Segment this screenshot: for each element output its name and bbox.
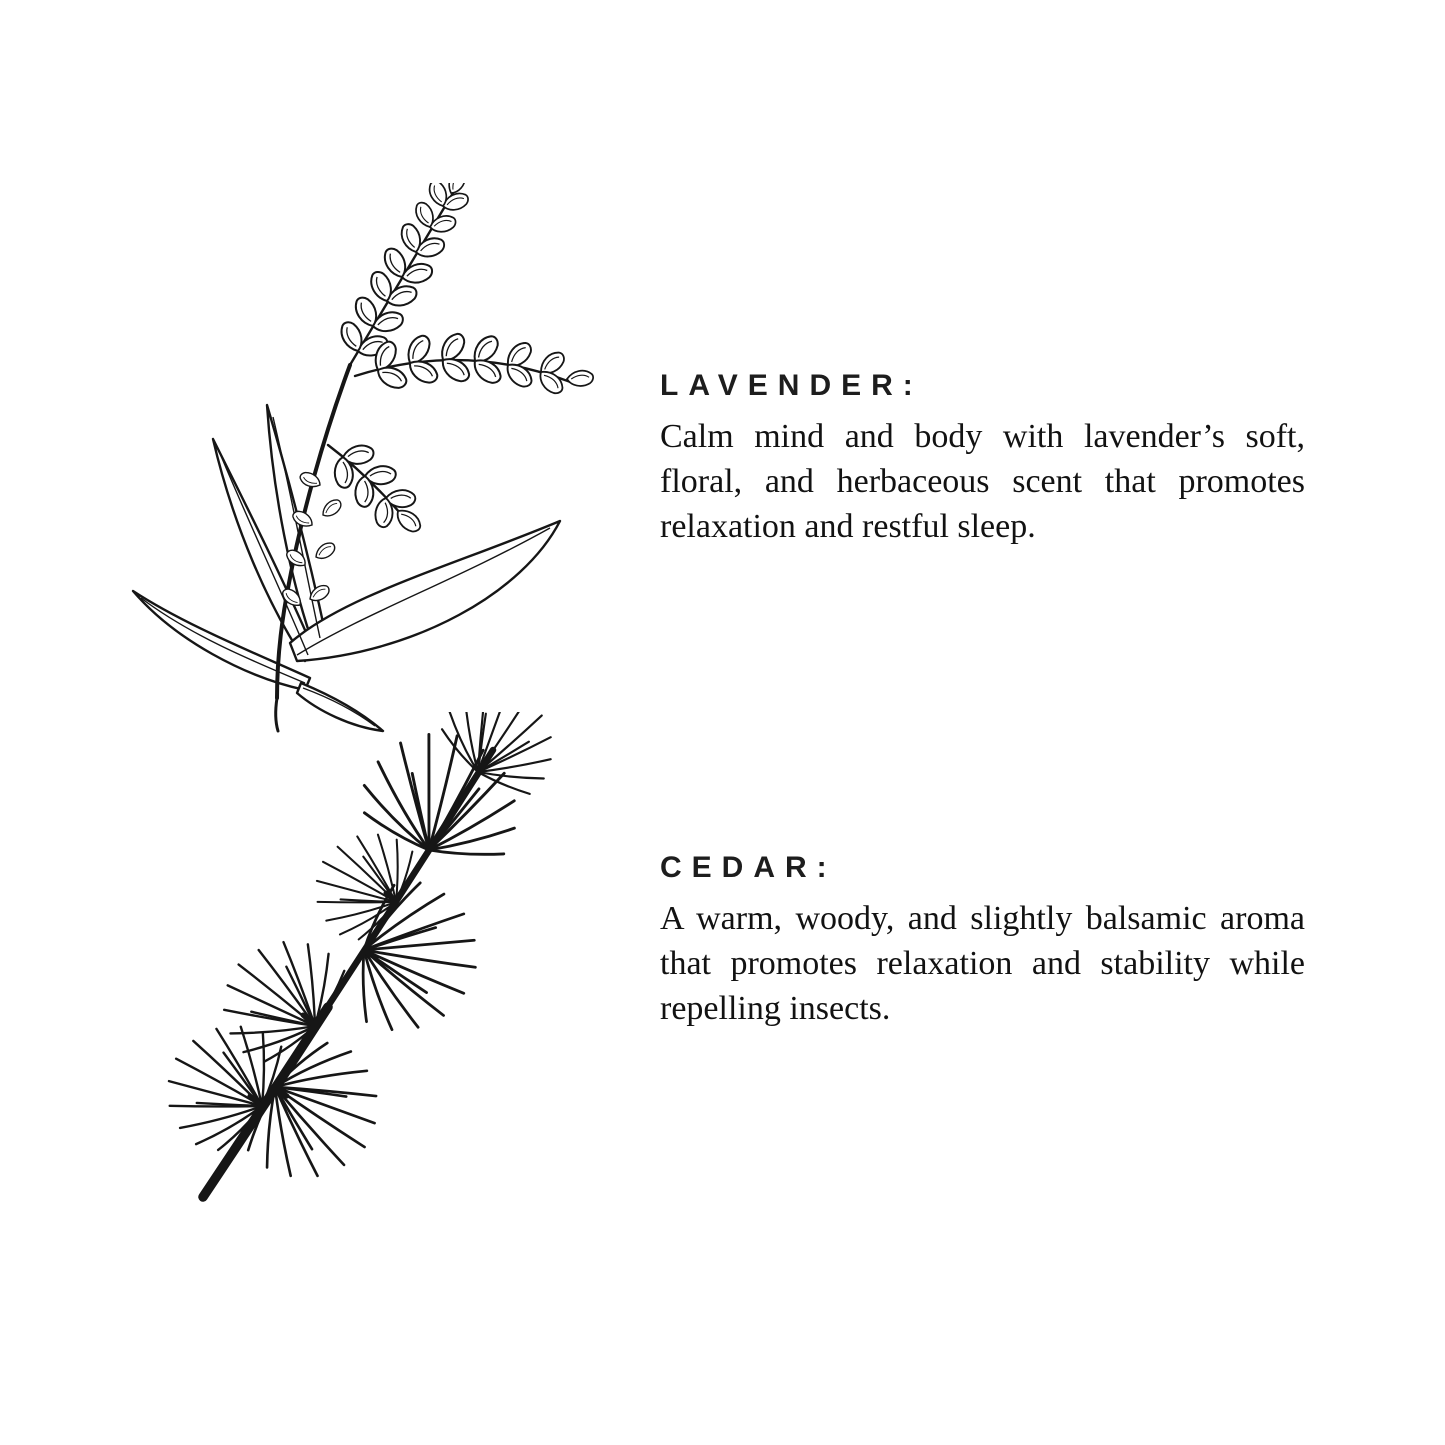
cedar-branch-illustration [148, 712, 613, 1212]
lavender-heading: LAVENDER: [660, 369, 923, 402]
text-line: repelling insects. [660, 990, 891, 1027]
text-line: floral, and herbaceous scent that promotes [660, 463, 1305, 500]
lavender-sprig-art [115, 183, 597, 735]
lavender-description [660, 414, 1305, 549]
text-line: A warm, woody, and slightly balsamic aroma [660, 900, 1305, 937]
text-line: Calm mind and body with lavender’s soft, [660, 418, 1305, 455]
cedar-description [660, 896, 1305, 1031]
cedar-branch-art [148, 712, 613, 1212]
cedar-text-block [660, 853, 1305, 1031]
cedar-heading: CEDAR: [660, 851, 837, 884]
text-line: that promotes relaxation and stability while [660, 945, 1305, 982]
text-line: relaxation and restful sleep. [660, 508, 1036, 545]
lavender-illustration [115, 183, 597, 735]
lavender-text-block [660, 371, 1305, 549]
